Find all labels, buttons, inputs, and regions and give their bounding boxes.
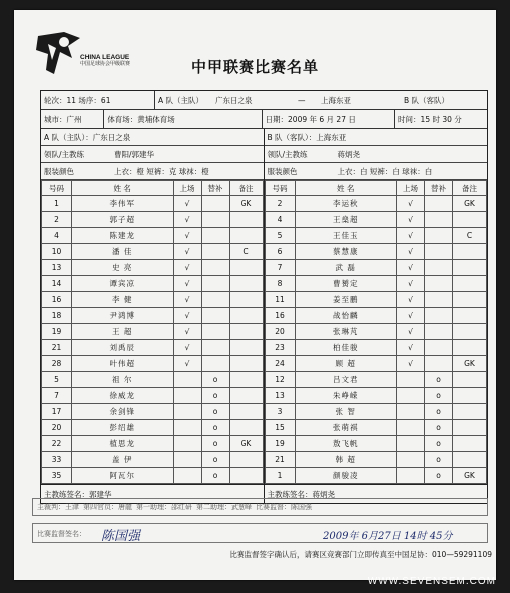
sub-mark	[201, 356, 229, 372]
col-sub: 替补	[425, 181, 453, 196]
sub-mark	[201, 260, 229, 276]
player-note	[453, 420, 487, 436]
home-label: A 队（主队）	[158, 95, 204, 105]
player-row	[265, 356, 487, 372]
team-b-roster	[265, 180, 488, 484]
match-supervisor: 比赛监督：陈国强	[256, 503, 312, 511]
round-field: 轮次：11 场序：61	[41, 91, 155, 109]
player-note	[229, 308, 263, 324]
sub-mark	[201, 340, 229, 356]
player-number: 35	[42, 468, 72, 484]
team-b-leader-row	[265, 146, 488, 163]
fax-instruction: 比赛监督签字确认后，请赛区竞赛部门立即传真至中国足协：010—59291109	[229, 550, 492, 559]
player-name: 余剑锋	[72, 404, 174, 420]
player-row	[42, 468, 264, 484]
player-number: 10	[42, 244, 72, 260]
player-number: 3	[265, 404, 295, 420]
starter-mark	[173, 436, 201, 452]
starter-mark: √	[173, 196, 201, 212]
starter-mark: √	[173, 228, 201, 244]
player-name: 王佳玉	[295, 228, 397, 244]
leader-label: 领队/主教练	[267, 149, 308, 159]
sub-mark	[201, 276, 229, 292]
player-name: 徐威龙	[72, 388, 174, 404]
player-number: 2	[42, 212, 72, 228]
sub-mark: o	[201, 388, 229, 404]
player-row	[42, 276, 264, 292]
starter-mark: √	[397, 340, 425, 356]
sub-mark: o	[425, 388, 453, 404]
team-b-coach-signature: 主教练签名：蒋炳尧	[265, 484, 488, 503]
player-name: 王 超	[72, 324, 174, 340]
starter-mark: √	[397, 324, 425, 340]
player-number: 6	[265, 244, 295, 260]
sub-mark	[425, 260, 453, 276]
sub-mark: o	[425, 452, 453, 468]
player-name: 陈建龙	[72, 228, 174, 244]
sub-mark: o	[201, 420, 229, 436]
player-note	[453, 276, 487, 292]
player-name: 郭子超	[72, 212, 174, 228]
player-row	[265, 388, 487, 404]
starter-mark: √	[173, 308, 201, 324]
home-team: 广东日之泉	[215, 95, 253, 105]
player-name: 祖 尔	[72, 372, 174, 388]
supervisor-signature: 陈国强	[101, 529, 141, 544]
sub-mark	[425, 356, 453, 372]
player-note	[453, 324, 487, 340]
player-row	[265, 436, 487, 452]
player-name: 武 磊	[295, 260, 397, 276]
player-number: 5	[265, 228, 295, 244]
player-note: GK	[453, 196, 487, 212]
sub-mark	[201, 308, 229, 324]
player-name: 张琳芃	[295, 324, 397, 340]
player-note	[229, 260, 263, 276]
player-note	[229, 292, 263, 308]
player-row	[265, 228, 487, 244]
player-row	[265, 196, 487, 212]
team-a-coach-signature: 主教练签名：郭建华	[41, 484, 264, 503]
sub-mark: o	[425, 468, 453, 484]
player-number: 8	[265, 276, 295, 292]
player-name: 朱峥嵘	[295, 388, 397, 404]
starter-mark: √	[397, 244, 425, 260]
player-name: 史 亮	[72, 260, 174, 276]
player-note: GK	[229, 436, 263, 452]
player-number: 11	[265, 292, 295, 308]
team-a-roster-body	[42, 196, 264, 484]
stadium-field: 体育场：黄埔体育场	[104, 110, 262, 128]
sub-mark: o	[201, 372, 229, 388]
player-number: 19	[265, 436, 295, 452]
player-note	[229, 420, 263, 436]
roster-header	[42, 181, 264, 196]
sub-mark: o	[201, 404, 229, 420]
starter-mark: √	[173, 244, 201, 260]
player-number: 12	[265, 372, 295, 388]
kit-label: 服装颜色	[267, 166, 298, 176]
player-row	[265, 420, 487, 436]
player-name: 李 健	[72, 292, 174, 308]
sub-mark: o	[201, 468, 229, 484]
col-note: 备注	[453, 181, 487, 196]
starter-mark: √	[397, 356, 425, 372]
date-field: 日期：2009 年 6 月 27 日	[263, 110, 396, 128]
player-number: 13	[265, 388, 295, 404]
sub-mark	[425, 228, 453, 244]
player-row	[42, 452, 264, 468]
time-field: 时间：15 时 30 分	[398, 114, 462, 124]
roster-header	[265, 181, 487, 196]
player-row	[265, 340, 487, 356]
player-row	[265, 276, 487, 292]
team-b-panel	[265, 129, 488, 503]
watermark: WWW.SEVENSEM.COM	[367, 576, 496, 587]
player-number: 1	[42, 196, 72, 212]
starter-mark: √	[397, 276, 425, 292]
player-row	[42, 228, 264, 244]
starter-mark: √	[173, 260, 201, 276]
player-number: 5	[42, 372, 72, 388]
player-row	[265, 404, 487, 420]
player-number: 1	[265, 468, 295, 484]
team-a-kit-row	[41, 163, 264, 180]
sub-mark	[425, 276, 453, 292]
col-name: 姓 名	[72, 181, 174, 196]
starter-mark	[173, 452, 201, 468]
player-name: 彭绍雄	[72, 420, 174, 436]
player-name: 吕文君	[295, 372, 397, 388]
col-number: 号码	[42, 181, 72, 196]
sub-mark	[425, 212, 453, 228]
player-name: 王燊超	[295, 212, 397, 228]
player-row	[265, 244, 487, 260]
vs-dash: —	[298, 95, 306, 105]
player-name: 颜骏凌	[295, 468, 397, 484]
player-number: 21	[265, 452, 295, 468]
team-b-kit: 上衣：白 短裤：白 球袜：白	[337, 166, 433, 176]
team-a-leader: 曹阳/郭建华	[114, 149, 155, 159]
sub-mark	[201, 292, 229, 308]
starter-mark: √	[397, 260, 425, 276]
player-name: 李运秋	[295, 196, 397, 212]
team-a-kit: 上衣：橙 短裤：克 球袜：橙	[114, 166, 209, 176]
player-name: 姜至鹏	[295, 292, 397, 308]
player-row	[265, 452, 487, 468]
starter-mark: √	[173, 340, 201, 356]
player-number: 4	[265, 212, 295, 228]
player-name: 韩 超	[295, 452, 397, 468]
team-a-roster	[41, 180, 264, 484]
player-row	[265, 260, 487, 276]
player-name: 叶伟超	[72, 356, 174, 372]
starter-mark	[397, 404, 425, 420]
supervisor-sign-label: 比赛监督签名：	[37, 530, 86, 538]
starter-mark	[173, 420, 201, 436]
player-number: 14	[42, 276, 72, 292]
sub-mark	[425, 308, 453, 324]
player-name: 植思龙	[72, 436, 174, 452]
sub-mark: o	[201, 452, 229, 468]
col-number: 号码	[265, 181, 295, 196]
starter-mark: √	[173, 276, 201, 292]
player-row	[42, 244, 264, 260]
team-a-leader-row	[41, 146, 264, 163]
player-row	[42, 308, 264, 324]
sub-mark: o	[201, 436, 229, 452]
player-number: 16	[265, 308, 295, 324]
leader-label: 领队/主教练	[44, 149, 85, 159]
assistant-referee-2: 第二助理：武慧峰	[196, 503, 252, 511]
player-row	[42, 260, 264, 276]
starter-mark: √	[173, 356, 201, 372]
player-note	[453, 436, 487, 452]
starter-mark: √	[173, 212, 201, 228]
player-number: 22	[42, 436, 72, 452]
sub-mark	[425, 324, 453, 340]
player-number: 13	[42, 260, 72, 276]
player-name: 敖飞帆	[295, 436, 397, 452]
starter-mark: √	[397, 308, 425, 324]
sub-mark	[425, 292, 453, 308]
player-note	[453, 452, 487, 468]
team-a-header: A 队（主队）：广东日之泉	[41, 129, 264, 146]
player-note	[229, 228, 263, 244]
sub-mark: o	[425, 372, 453, 388]
player-note	[453, 372, 487, 388]
player-row	[42, 196, 264, 212]
player-name: 李伟军	[72, 196, 174, 212]
player-number: 16	[42, 292, 72, 308]
sub-mark	[201, 212, 229, 228]
player-note	[453, 388, 487, 404]
starter-mark	[397, 452, 425, 468]
player-row	[265, 308, 487, 324]
team-b-roster-body	[265, 196, 487, 484]
starter-mark	[173, 468, 201, 484]
assistant-referee-1: 第一助理：邵红研	[136, 503, 192, 511]
player-note: GK	[453, 356, 487, 372]
starter-mark: √	[397, 196, 425, 212]
player-name: 张萌祺	[295, 420, 397, 436]
player-number: 15	[265, 420, 295, 436]
sub-mark	[201, 196, 229, 212]
player-number: 20	[42, 420, 72, 436]
league-name-en: CHINA LEAGUE	[80, 54, 130, 61]
team-b-header: B 队（客队）：上海东亚	[265, 129, 488, 146]
player-note	[229, 388, 263, 404]
player-number: 19	[42, 324, 72, 340]
player-row	[265, 372, 487, 388]
starter-mark	[397, 372, 425, 388]
player-note	[229, 356, 263, 372]
starter-mark: √	[173, 292, 201, 308]
player-name: 盖 伊	[72, 452, 174, 468]
starter-mark	[397, 468, 425, 484]
player-name: 战怡麟	[295, 308, 397, 324]
team-b-kit-row	[265, 163, 488, 180]
player-note	[453, 292, 487, 308]
player-row	[265, 468, 487, 484]
player-row	[42, 372, 264, 388]
starter-mark	[173, 404, 201, 420]
player-note	[229, 372, 263, 388]
player-note: C	[453, 228, 487, 244]
sub-mark	[201, 324, 229, 340]
col-starter: 上场	[173, 181, 201, 196]
starter-mark: √	[397, 228, 425, 244]
player-name: 曹赟定	[295, 276, 397, 292]
supervisor-datetime: 2009年 6月27日 14时 45分	[323, 531, 453, 542]
sub-mark	[425, 196, 453, 212]
player-number: 7	[42, 388, 72, 404]
lineup-sheet	[14, 10, 496, 580]
player-note	[229, 404, 263, 420]
starter-mark	[173, 388, 201, 404]
player-name: 蔡慧康	[295, 244, 397, 260]
player-name: 柏佳骏	[295, 340, 397, 356]
player-number: 23	[265, 340, 295, 356]
kit-label: 服装颜色	[44, 166, 74, 176]
player-name: 谭宾凉	[72, 276, 174, 292]
player-number: 18	[42, 308, 72, 324]
away-team: 上海东亚	[321, 95, 351, 105]
starter-mark	[397, 436, 425, 452]
player-note	[453, 260, 487, 276]
player-row	[42, 324, 264, 340]
player-name: 潘 佳	[72, 244, 174, 260]
city-field: 城市：广州	[41, 110, 104, 128]
starter-mark: √	[173, 324, 201, 340]
col-starter: 上场	[397, 181, 425, 196]
match-form	[40, 90, 488, 504]
sub-mark	[201, 244, 229, 260]
supervisor-signature-row	[32, 523, 488, 543]
player-number: 4	[42, 228, 72, 244]
player-note: GK	[453, 468, 487, 484]
player-note	[453, 212, 487, 228]
player-note	[453, 340, 487, 356]
team-b-leader: 蒋炳尧	[337, 149, 360, 159]
away-label: B 队（客队）	[404, 95, 450, 105]
starter-mark	[173, 372, 201, 388]
player-name: 刘禹辰	[72, 340, 174, 356]
officials-row	[32, 498, 488, 516]
player-row	[42, 340, 264, 356]
player-row	[42, 292, 264, 308]
player-note	[453, 244, 487, 260]
player-name: 尹鸿博	[72, 308, 174, 324]
col-note: 备注	[229, 181, 263, 196]
player-number: 24	[265, 356, 295, 372]
player-row	[265, 212, 487, 228]
player-row	[42, 212, 264, 228]
sub-mark: o	[425, 420, 453, 436]
match-info-row	[41, 91, 487, 110]
venue-row	[41, 110, 487, 129]
referee: 主裁判：王津	[37, 503, 79, 511]
teams-section	[41, 129, 487, 503]
player-row	[42, 404, 264, 420]
starter-mark: √	[397, 292, 425, 308]
player-number: 33	[42, 452, 72, 468]
player-note: GK	[229, 196, 263, 212]
player-note	[229, 276, 263, 292]
player-note	[453, 308, 487, 324]
sub-mark	[425, 244, 453, 260]
team-a-panel	[41, 129, 265, 503]
player-number: 17	[42, 404, 72, 420]
player-name: 顾 超	[295, 356, 397, 372]
fourth-official: 第四官员：唐龍	[83, 503, 132, 511]
document-title: 中甲联赛比赛名单	[190, 58, 319, 76]
sub-mark: o	[425, 436, 453, 452]
sub-mark: o	[425, 404, 453, 420]
sub-mark	[201, 228, 229, 244]
player-note	[453, 404, 487, 420]
player-row	[265, 292, 487, 308]
col-name: 姓 名	[295, 181, 397, 196]
player-row	[42, 420, 264, 436]
starter-mark	[397, 388, 425, 404]
player-number: 2	[265, 196, 295, 212]
player-name: 张 智	[295, 404, 397, 420]
player-number: 21	[42, 340, 72, 356]
starter-mark: √	[397, 212, 425, 228]
player-number: 20	[265, 324, 295, 340]
player-note	[229, 212, 263, 228]
starter-mark	[397, 420, 425, 436]
sub-mark	[425, 340, 453, 356]
player-number: 28	[42, 356, 72, 372]
player-note	[229, 324, 263, 340]
league-name-cn: 中国足球协会甲级联赛	[80, 61, 131, 67]
col-sub: 替补	[201, 181, 229, 196]
player-name: 阿瓦尔	[72, 468, 174, 484]
player-note	[229, 452, 263, 468]
player-row	[42, 388, 264, 404]
player-number: 7	[265, 260, 295, 276]
player-note	[229, 468, 263, 484]
player-row	[265, 324, 487, 340]
player-note	[229, 340, 263, 356]
player-note: C	[229, 244, 263, 260]
player-row	[42, 356, 264, 372]
player-row	[42, 436, 264, 452]
